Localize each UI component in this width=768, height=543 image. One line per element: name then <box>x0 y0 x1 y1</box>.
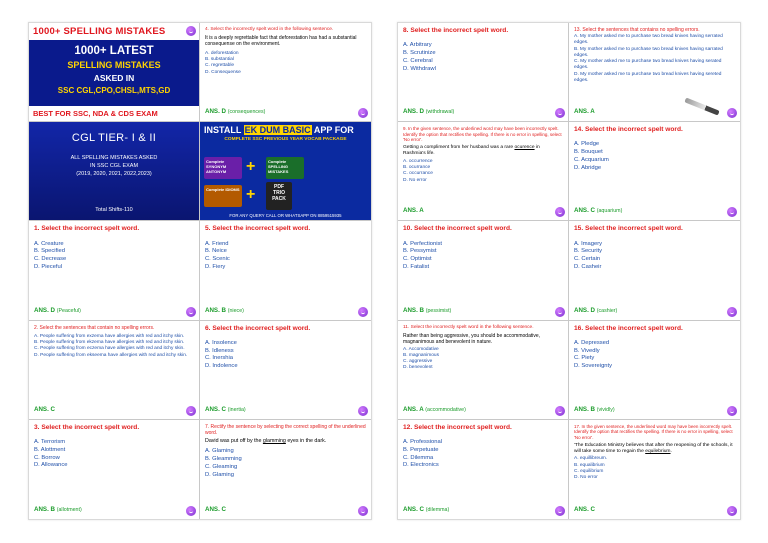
option-d: D. Consequense <box>205 69 241 75</box>
logo-icon <box>358 406 368 416</box>
answer-label: ANS. D <box>205 108 226 116</box>
options-list <box>34 241 194 272</box>
product-box-spelling: Complete SPELLING MISTAKES <box>266 157 304 179</box>
option-d: D. Pieceful <box>34 264 63 271</box>
question-card-15 <box>569 221 740 320</box>
question-title: 7. Rectify the sentence by selecting the correct spelling of the underlined word. <box>205 423 366 437</box>
option-b: B. Neice <box>205 248 227 255</box>
question-title: 5. Select the incorrect spelt word. <box>205 225 311 233</box>
option-a: A. Professional <box>403 439 442 446</box>
option-a: A. My mother asked me to purchase two bread knives having serrated edges. <box>574 34 723 46</box>
promo-app-card <box>200 122 371 221</box>
option-d: D. Indolence <box>205 363 238 370</box>
answer-label: ANS. C <box>205 505 226 513</box>
answer <box>574 307 617 314</box>
option-b: B. Bouquet <box>574 149 603 156</box>
promo-app-footer: FOR ANY QUERY CALL OR WHATSAPP ON 8859515935 <box>229 213 342 219</box>
option-c: C. People suffering from eczema have allergies with red and itchy skin. <box>34 346 185 352</box>
option-a: A. Imagery <box>574 240 603 247</box>
answer-label: ANS. B <box>574 405 595 413</box>
question-card-11 <box>398 321 569 420</box>
question-title: 15. Select the incorrect spelt word. <box>574 225 683 233</box>
promo-tier-shifts: Total Shifts-110 <box>95 207 133 214</box>
promo-top-banner: 1000+ SPELLING MISTAKES <box>29 23 199 40</box>
answer-note: (consequences) <box>227 109 266 116</box>
options-list <box>205 340 366 371</box>
text-post: . <box>670 449 672 455</box>
logo-icon <box>358 307 368 317</box>
page-left <box>28 22 372 520</box>
option-a: A. occurrence <box>403 158 433 164</box>
answer-note: (inertia) <box>227 406 246 413</box>
option-c: C. aggressive <box>403 359 433 365</box>
options-list <box>574 340 735 371</box>
answer <box>403 108 454 115</box>
option-c: C. Certain <box>574 256 601 263</box>
question-card-7 <box>200 420 371 519</box>
option-b: B. Idleness <box>205 347 234 354</box>
promo-line-3: ASKED IN <box>93 73 135 83</box>
logo-icon <box>358 506 368 516</box>
question-title: 13. Select the sentences that contains no spelling errors. <box>574 27 700 33</box>
option-b: B. Gleamming <box>205 455 242 462</box>
question-title: 10. Select the incorrect spelt word. <box>403 225 512 233</box>
promo-bottom-banner: BEST FOR SSC, NDA & CDS EXAM <box>29 106 199 121</box>
option-d: D. My mother asked me to purchase two bread knives having sereted edges. <box>574 71 722 83</box>
logo-icon <box>186 506 196 516</box>
page-right <box>397 22 741 520</box>
option-a: A. Depressed <box>574 339 610 346</box>
options-list <box>34 439 194 470</box>
promo-tier-title: CGL TIER- I & II <box>71 132 157 145</box>
promo-tier-line-2: IN SSC CGL EXAM <box>89 163 139 170</box>
option-b: B. magnanimous <box>403 352 439 358</box>
option-b: B. Security <box>574 248 603 255</box>
option-b: B. Perpetuate <box>403 446 439 453</box>
question-title: 11. Select the incorrectly spelt word in the following sentence. <box>403 324 534 330</box>
option-c: C. Inershia <box>205 355 234 362</box>
question-title: 2. Select the sentences that contain no spelling errors. <box>34 324 155 331</box>
options-list <box>574 456 735 481</box>
option-c: C. Piety <box>574 355 595 362</box>
option-d: D. Fiery <box>205 264 226 271</box>
options-list <box>205 241 366 272</box>
answer-label: ANS. C <box>574 505 595 513</box>
logo-icon <box>555 307 565 317</box>
options-list <box>205 51 366 76</box>
option-d: D. Abridge <box>574 164 602 171</box>
option-a: A. deforestation <box>205 50 239 56</box>
underlined-word: glamming <box>262 438 286 445</box>
answer <box>574 406 615 413</box>
pen-icon <box>684 98 719 116</box>
option-a: A. Terrorism <box>34 439 66 446</box>
heading-post: APP FOR <box>311 125 354 136</box>
logo-icon <box>555 406 565 416</box>
promo-line-4: SSC CGL,CPO,CHSL,MTS,GD <box>57 86 171 95</box>
product-box-idioms: Complete IDIOMS <box>204 185 242 207</box>
answer <box>205 108 265 115</box>
text-pre: Getting a compliment from her husband was a rare <box>403 145 515 151</box>
option-c: C. Dilemma <box>403 454 434 461</box>
answer-label: ANS. B <box>205 306 226 314</box>
option-c: C. Acquarium <box>574 157 609 164</box>
logo-icon <box>186 406 196 416</box>
question-text: Rather than being aggressive, you should be accommodative, magnanimous and benevolent in nature. <box>403 332 541 346</box>
plus-icon: + <box>246 186 256 204</box>
option-b: B. Pessymist <box>403 248 437 255</box>
options-list <box>34 334 194 359</box>
logo-icon <box>727 307 737 317</box>
option-d: D. Glaming <box>205 471 234 478</box>
question-card-2 <box>29 321 200 420</box>
answer-label: ANS. A <box>574 108 595 116</box>
option-d: D. Electronics <box>403 462 439 469</box>
question-card-10 <box>398 221 569 320</box>
text-pre: David was put off by the <box>205 438 263 445</box>
question-text <box>403 145 563 158</box>
product-box-synonym: Complete SYNONYM ANTONYM <box>204 157 242 179</box>
options-list <box>205 448 366 479</box>
question-card-3 <box>29 420 200 519</box>
option-b: B. ocurrance <box>403 165 431 171</box>
question-text <box>205 438 366 445</box>
option-a: A. Arbitrary <box>403 42 432 49</box>
option-c: C. Optimist <box>403 256 432 263</box>
option-b: B. Scrutinize <box>403 50 436 57</box>
heading-highlight: EK DUM BASIC <box>244 125 311 136</box>
option-d: D. Casheir <box>574 264 602 271</box>
answer-label: ANS. B <box>34 505 55 513</box>
question-title: 4. Select the incorrectly spelt word in the following sentence. <box>205 27 334 32</box>
answer-label: ANS. C <box>205 405 226 413</box>
logo-icon <box>727 406 737 416</box>
question-card-14 <box>569 122 740 221</box>
promo-app-heading <box>200 122 371 135</box>
option-c: C. equilibrium <box>574 468 604 474</box>
product-box-pdf: PDF TRIO PACK <box>266 182 292 210</box>
answer <box>403 406 466 413</box>
answer-label: ANS. C <box>34 405 55 413</box>
option-d: D. No error <box>574 475 598 481</box>
answer <box>574 108 595 115</box>
answer-note: (allotment) <box>56 506 82 513</box>
option-b: B. People suffering from ekzema have allergies with red and itchy skin. <box>34 340 185 346</box>
option-a: A. Perfectionist <box>403 240 442 247</box>
options-list <box>574 141 735 172</box>
question-card-8 <box>398 23 569 122</box>
plus-icon: + <box>246 158 256 176</box>
text-pre: 'The Education Ministry believes that after the reopening of the schools, it will take some time to regain the <box>574 442 733 455</box>
logo-icon <box>358 108 368 118</box>
option-a: A. equillibreum. <box>574 456 608 462</box>
answer <box>34 307 81 314</box>
options-list <box>403 159 563 184</box>
option-d: D. Withdrawl <box>403 65 436 72</box>
option-d: D. Fatalist <box>403 264 430 271</box>
logo-icon <box>727 108 737 118</box>
option-b: B. Alottment <box>34 446 66 453</box>
underlined-word: equilebrium <box>645 449 671 455</box>
answer-label: ANS. A <box>403 405 424 413</box>
question-card-6 <box>200 321 371 420</box>
option-c: C. Decrease <box>34 256 67 263</box>
option-c: C. occurrance <box>403 171 433 177</box>
text-post: in Rashmia's life. <box>403 145 540 157</box>
logo-icon <box>186 26 196 36</box>
logo-icon <box>555 506 565 516</box>
promo-app-subtitle: COMPLETE SSC PREVIOUS YEAR VOCAB PACKAGE <box>224 137 347 143</box>
question-title: 6. Select the incorrect spelt word. <box>205 324 311 332</box>
option-d: D. People suffering from ekseema have allergies with red and itchy skin. <box>34 352 188 358</box>
logo-icon <box>555 108 565 118</box>
answer-note: (dilemma) <box>425 506 450 513</box>
answer-note: (niece) <box>227 307 244 314</box>
option-c: C. regrettable <box>205 63 235 69</box>
option-b: B. equalibrium <box>574 462 605 468</box>
question-text: It is a deeply regrettable fact that deforestation has had a substantial consequense on the environment. <box>205 34 357 48</box>
options-list <box>403 42 563 73</box>
promo-tier-line-1: ALL SPELLING MISTAKES ASKED <box>70 155 158 162</box>
option-a: A. People suffering from exzema have allergies with red and itchy skin. <box>34 333 185 339</box>
answer-note: (vividly) <box>596 406 615 413</box>
question-title: 16. Select the incorrect spelt word. <box>574 324 683 332</box>
question-title: 1. Select the incorrect spelt word. <box>34 225 140 233</box>
answer-label: ANS. B <box>403 306 424 314</box>
question-title: 8. Select the incorrect spelt word. <box>403 27 509 34</box>
option-d: D. Allowance <box>34 462 68 469</box>
question-card-16 <box>569 321 740 420</box>
option-b: B. My mother asked me to purchase two bread knives having sarrated edges. <box>574 46 723 58</box>
option-a: A. Accomodative <box>403 346 439 352</box>
option-a: A. Pledge <box>574 141 600 148</box>
answer <box>34 506 82 513</box>
options-list <box>574 241 735 272</box>
options-list <box>403 439 563 470</box>
logo-icon <box>186 307 196 317</box>
option-a: A. Glaming <box>205 448 234 455</box>
option-b: B. Vivedly <box>574 347 600 354</box>
question-card-17 <box>569 420 740 519</box>
answer-label: ANS. D <box>34 306 55 314</box>
option-c: C. My mother asked me to purchase two bread knives having serated edges. <box>574 59 722 71</box>
answer <box>34 406 55 413</box>
option-b: B. Specified <box>34 248 65 255</box>
options-list <box>574 34 735 84</box>
answer <box>205 307 244 314</box>
text-post: eyes in the dark. <box>285 438 327 445</box>
answer <box>574 506 595 513</box>
question-card-12 <box>398 420 569 519</box>
answer <box>403 307 451 314</box>
promo-cover-card <box>29 23 200 122</box>
option-a: A. Creature <box>34 240 64 247</box>
answer-note: (cashier) <box>596 307 618 314</box>
promo-line-1: 1000+ LATEST <box>74 45 154 57</box>
option-c: C. Borrow <box>34 454 60 461</box>
option-c: C. Scenic <box>205 256 230 263</box>
option-d: D. Sovereignty <box>574 363 613 370</box>
answer-label: ANS. D <box>403 108 424 116</box>
answer-note: (pessimist) <box>425 307 452 314</box>
options-list <box>403 347 563 372</box>
option-d: D. No error <box>403 177 427 183</box>
answer <box>205 406 246 413</box>
question-text <box>574 443 735 456</box>
heading-pre: INSTALL <box>204 125 244 136</box>
question-card-5 <box>200 221 371 320</box>
answer <box>403 506 449 513</box>
answer-label: ANS. C <box>403 505 424 513</box>
answer <box>205 506 226 513</box>
promo-tier-card <box>29 122 200 221</box>
logo-icon <box>727 506 737 516</box>
question-title: 3. Select the incorrect spelt word. <box>34 423 140 431</box>
question-card-4 <box>200 23 371 122</box>
option-c: C. Cerebral <box>403 57 433 64</box>
question-title: 17. In the given sentence, the underlined word may have been incorrectly spelt. Identify the option that rectifies the spelling. If there is no error in spelling, select 'No error'. <box>574 423 733 441</box>
question-card-1 <box>29 221 200 320</box>
promo-line-2: SPELLING MISTAKES <box>67 60 161 70</box>
answer-note: (withdrawal) <box>425 109 455 116</box>
answer-label: ANS. C <box>574 207 595 215</box>
option-d: D. benevolent <box>403 365 433 371</box>
answer-note: (aquarium) <box>596 208 623 215</box>
answer-note: (accommodative) <box>425 406 466 413</box>
answer <box>403 207 424 214</box>
option-a: A. Insolence <box>205 339 237 346</box>
question-title: 12. Select the incorrect spelt word. <box>403 423 512 431</box>
question-title: 9. In the given sentence, the underlined word may have been incorrectly spelt. Identify the option that rectifies the spelling. If there is no error in spelling, select 'No error'. <box>403 126 562 143</box>
option-c: C. Gleaming <box>205 463 238 470</box>
question-card-13 <box>569 23 740 122</box>
option-b: B. substantial <box>205 57 234 63</box>
question-title: 14. Select the incorrect spelt word. <box>574 126 683 134</box>
answer-note: (Peaceful) <box>56 307 81 314</box>
answer <box>574 207 622 214</box>
answer-label: ANS. A <box>403 207 424 215</box>
underlined-word: ocurence <box>514 145 535 151</box>
promo-tier-years: (2019, 2020, 2021, 2022,2023) <box>76 171 152 178</box>
question-card-9 <box>398 122 569 221</box>
options-list <box>403 241 563 272</box>
logo-icon <box>727 207 737 217</box>
answer-label: ANS. D <box>574 306 595 314</box>
option-a: A. Friend <box>205 240 229 247</box>
logo-icon <box>555 207 565 217</box>
